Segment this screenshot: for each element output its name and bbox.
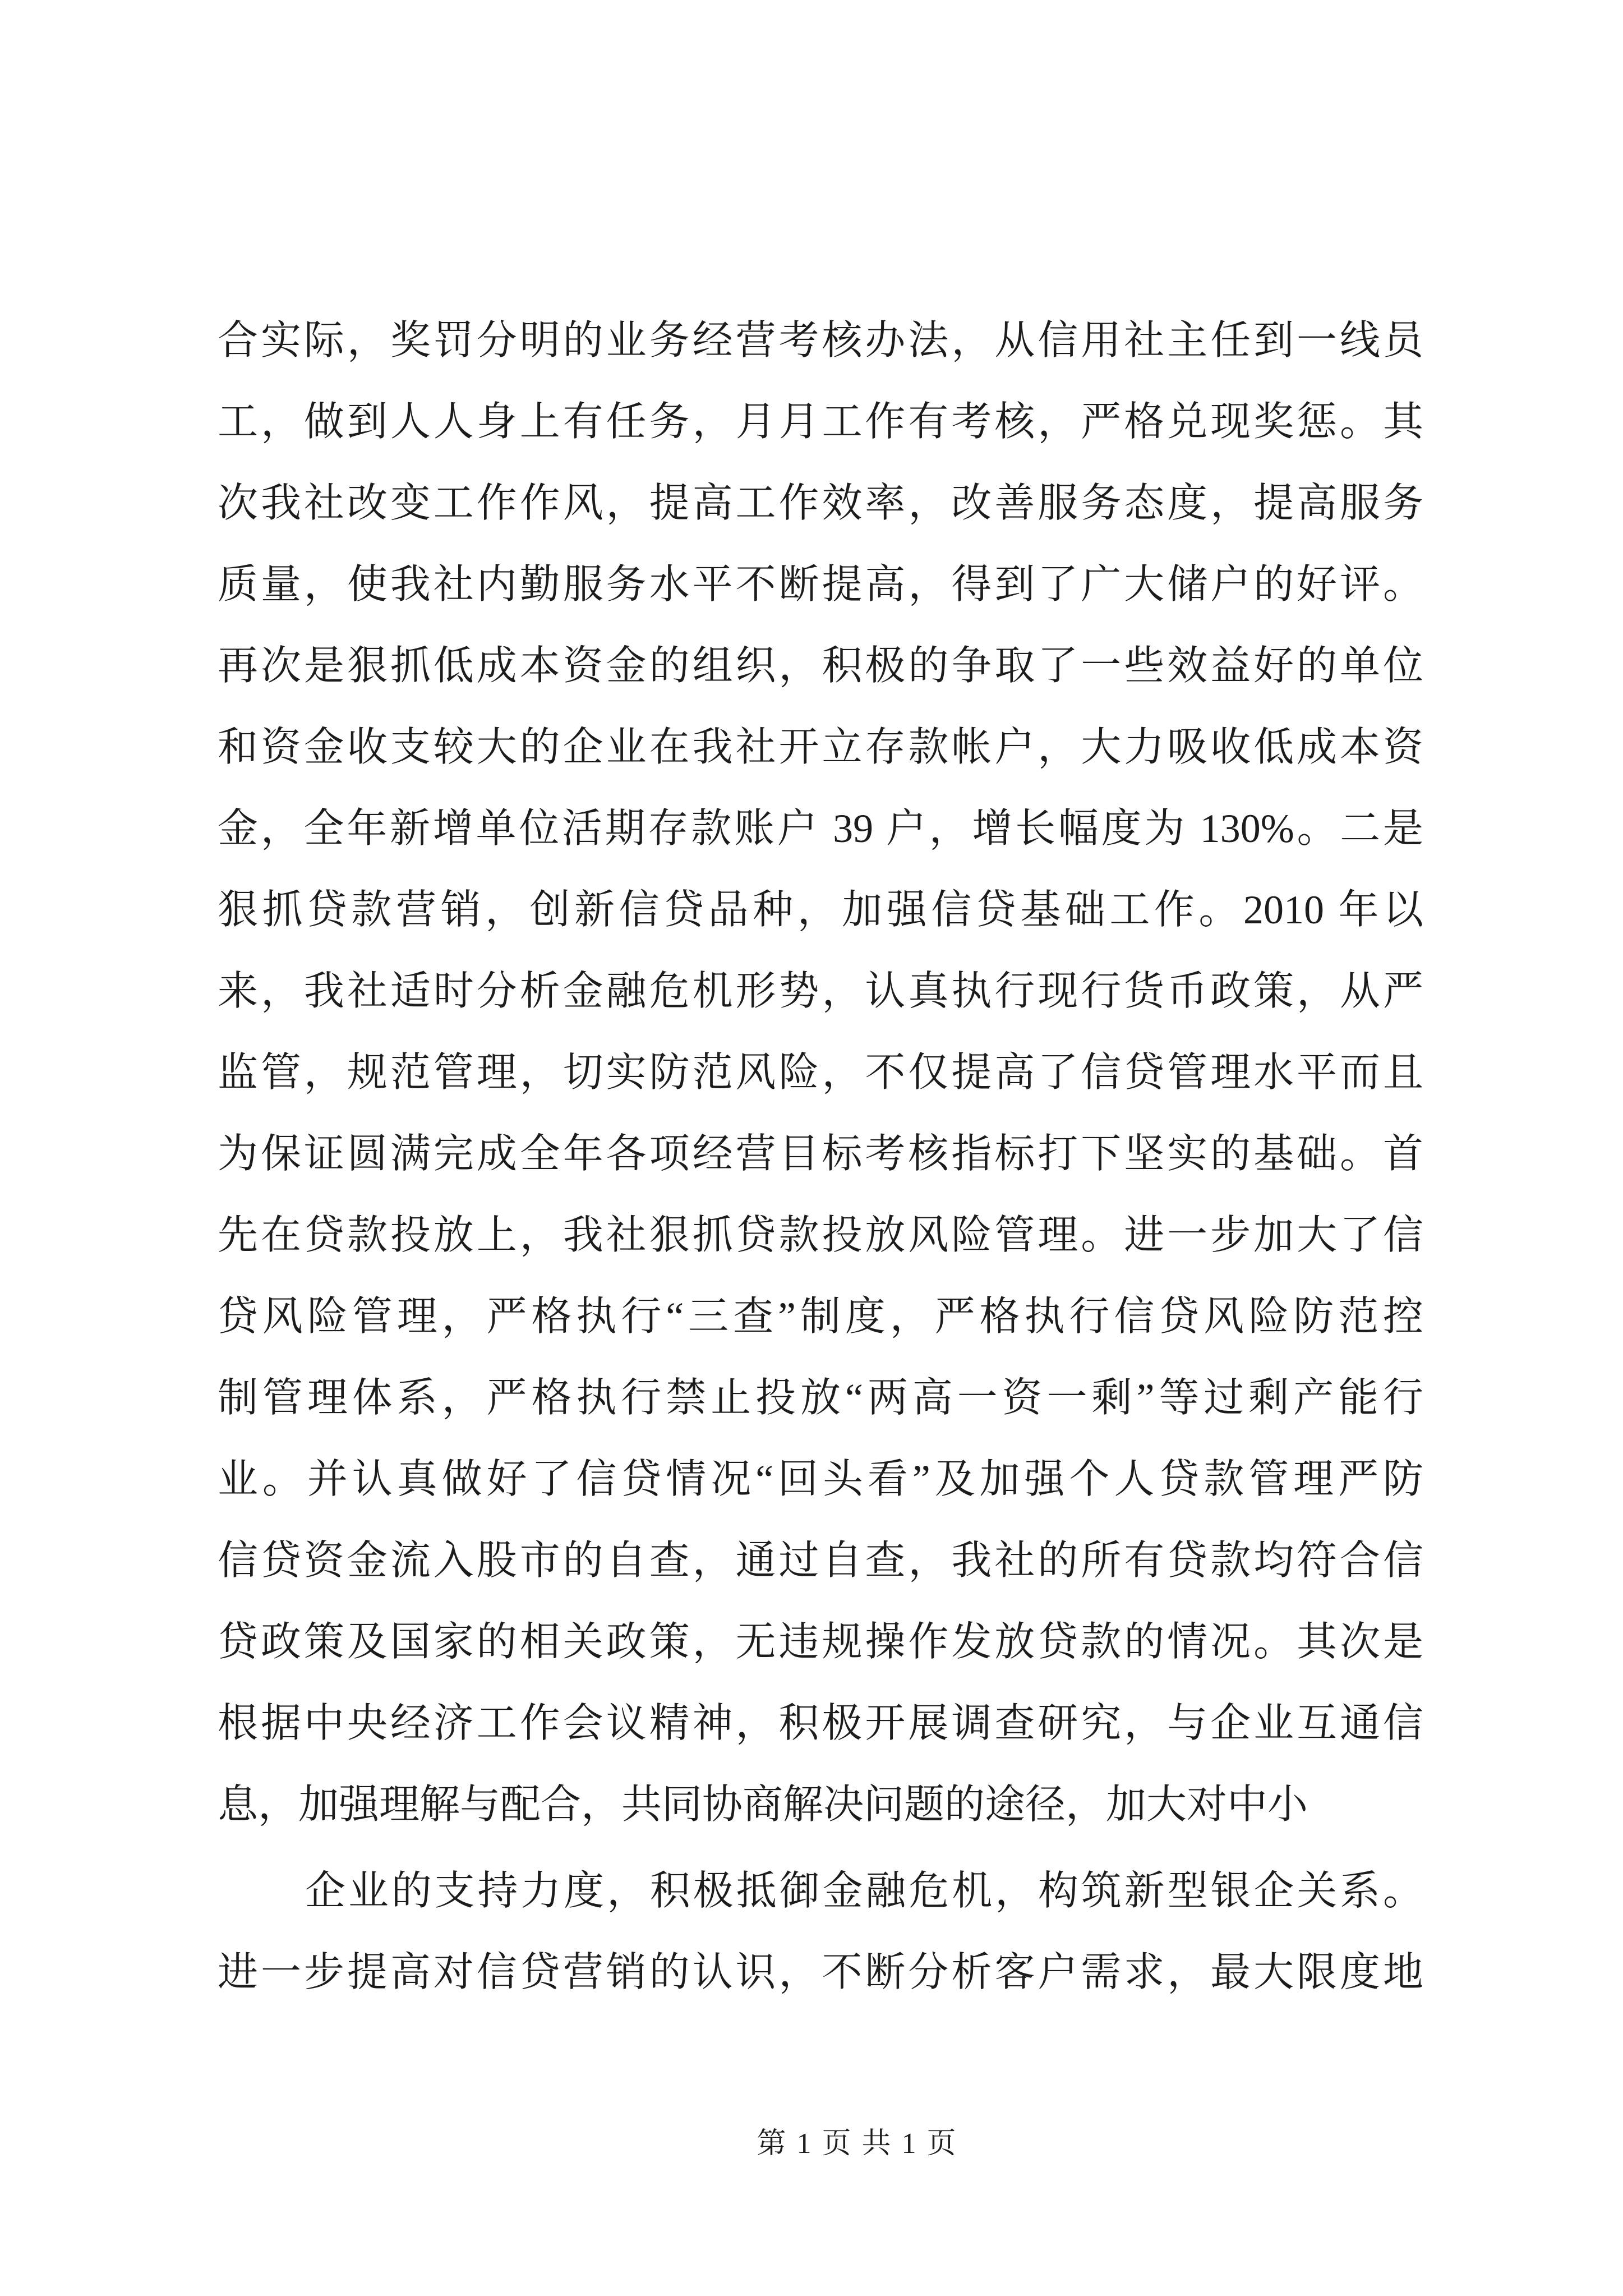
text-line: 先在贷款投放上，我社狠抓贷款投放风险管理。进一步加大了信 [218, 1213, 1423, 1258]
text-line: 监管，规范管理，切实防范风险，不仅提高了信贷管理水平而且 [218, 1050, 1423, 1095]
text-line: 息，加强理解与配合，共同协商解决问题的途径，加大对中小 [218, 1782, 1308, 1827]
body-text [218, 300, 1423, 2013]
text-line: 根据中央经济工作会议精神，积极开展调查研究，与企业互通信 [218, 1701, 1423, 1746]
text-line: 制管理体系，严格执行禁止投放“两高一资一剩”等过剩产能行 [218, 1375, 1423, 1420]
text-line: 业。并认真做好了信贷情况“回头看”及加强个人贷款管理严防 [218, 1457, 1423, 1502]
text-line: 为保证圆满完成全年各项经营目标考核指标打下坚实的基础。首 [218, 1131, 1423, 1176]
text-line: 来，我社适时分析金融危机形势，认真执行现行货币政策，从严 [218, 969, 1423, 1014]
text-line: 贷风险管理，严格执行“三查”制度，严格执行信贷风险防范控 [218, 1294, 1423, 1339]
text-line: 再次是狠抓低成本资金的组织，积极的争取了一些效益好的单位 [218, 643, 1423, 688]
paragraph [218, 1851, 1423, 2013]
text-line: 狠抓贷款营销，创新信贷品种，加强信贷基础工作。2010 年以 [218, 887, 1423, 932]
text-line: 次我社改变工作作风，提高工作效率，改善服务态度，提高服务 [218, 481, 1423, 526]
text-line: 质量，使我社内勤服务水平不断提高，得到了广大储户的好评。 [218, 562, 1423, 607]
text-line: 合实际，奖罚分明的业务经营考核办法，从信用社主任到一线员 [218, 318, 1423, 363]
text-line: 贷政策及国家的相关政策，无违规操作发放贷款的情况。其次是 [218, 1619, 1423, 1664]
text-line: 金，全年新增单位活期存款账户 39 户，增长幅度为 130%。二是 [218, 806, 1423, 851]
text-line: 进一步提高对信贷营销的认识，不断分析客户需求，最大限度地 [218, 1950, 1423, 1995]
page-number-footer: 第 1 页 共 1 页 [757, 2128, 956, 2160]
paragraph [218, 300, 1423, 1846]
text-line: 和资金收支较大的企业在我社开立存款帐户，大力吸收低成本资 [218, 725, 1423, 770]
text-line: 信贷资金流入股市的自查，通过自查，我社的所有贷款均符合信 [218, 1538, 1423, 1583]
text-line: 工，做到人人身上有任务，月月工作有考核，严格兑现奖惩。其 [218, 399, 1423, 444]
text-line-indented: 企业的支持力度，积极抵御金融危机，构筑新型银企关系。 [305, 1869, 1423, 1913]
